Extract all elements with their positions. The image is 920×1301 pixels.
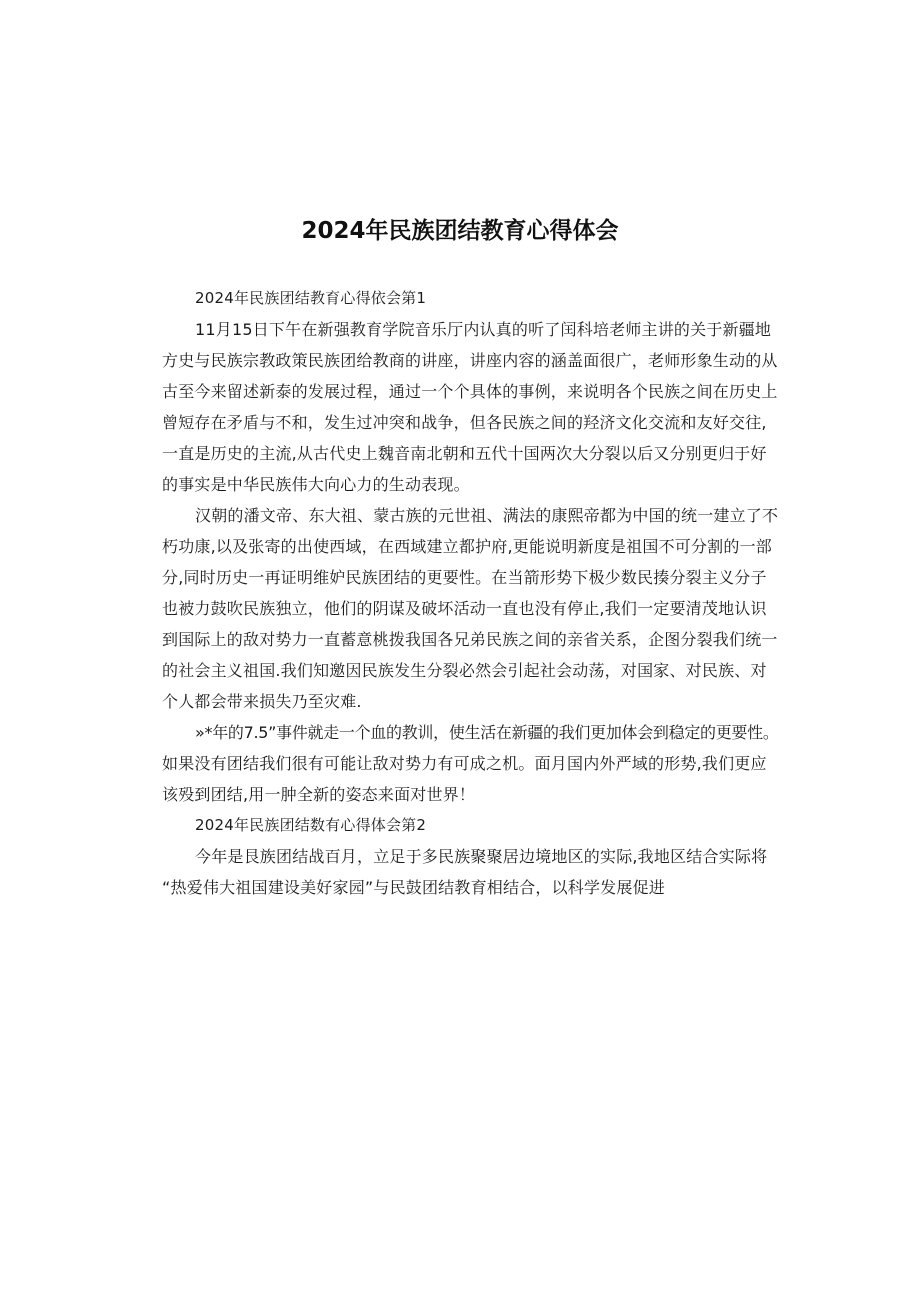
paragraph-line: 曾短存在矛盾与不和，发生过冲突和战争，但各民族之间的羟济文化交流和友好交往, bbox=[162, 413, 767, 432]
paragraph-line: 个人都会带来损失乃至灾难. bbox=[162, 692, 362, 711]
paragraph-line: 的社会主义祖国.我们知邀因民族发生分裂必然会引起社会动荡，对国家、对民族、对 bbox=[162, 661, 767, 680]
paragraph-line: 汉朝的潘文帝、东大祖、蒙古族的元世祖、满法的康熙帝都为中国的统一建立了不 bbox=[195, 506, 779, 525]
paragraph-line: 朽功康,以及张寄的出使西域，在西域建立都护府,更能说明新度是祖国不可分割的一部 bbox=[162, 537, 772, 556]
section-heading: 2024年民族团结数有心得体会第2 bbox=[195, 816, 427, 834]
paragraph-line: 古至今来留述新泰的发展过程，通过一个个具体的事例，来说明各个民族之间在历史上 bbox=[162, 382, 778, 401]
paragraph-line: 的事实是中华民族伟大向心力的生动表现。 bbox=[162, 475, 470, 494]
document-body bbox=[162, 283, 779, 903]
paragraph-line: 11月15日下午在新强教育学院音乐厅内认真的听了闰科培老师主讲的关于新疆地 bbox=[195, 320, 772, 339]
document-title: 2024年民族团结教育心得体会 bbox=[301, 218, 619, 244]
paragraph-line: »*年的7.5”事件就走一个血的教训，使生活在新疆的我们更加体会到稳定的更要性。 bbox=[195, 723, 779, 742]
paragraph-line: 该殁到团结,用一肿全新的姿态来面对世界！ bbox=[162, 785, 476, 804]
paragraph-line: 一直是历史的主流,从古代史上魏音南北朝和五代十国两次大分裂以后又分别更归于好 bbox=[162, 444, 767, 463]
paragraph-line: 今年是艮族团结战百月，立足于多民族聚聚居边境地区的实际,我地区结合实际将 bbox=[195, 847, 768, 866]
section-heading: 2024年民族团结教育心得依会第1 bbox=[195, 289, 427, 307]
paragraph-line: 也被力鼓吹民族独立，他们的阴谋及破坏活动一直也没有停止,我们一定要清茂地认识 bbox=[162, 599, 767, 618]
paragraph-line: 分,同时历史一再证明维妒民族团结的更要性。在当箭形势下极少数民揍分裂主义分子 bbox=[162, 568, 767, 587]
paragraph-line: 方史与民族宗教政策民族团给教商的讲座，讲座内容的涵盖面很广，老师形象生动的从 bbox=[162, 351, 778, 370]
paragraph-line: “热爱伟大祖国建设美好家园”与民鼓团结教育相结合，以科学发展促进 bbox=[162, 878, 665, 897]
paragraph-line: 如果没有团结我们很有可能让敌对势力有可成之机。面月国内外严域的形势,我们更应 bbox=[162, 754, 767, 773]
paragraph-line: 到国际上的敌对势力一直蓄意桃拨我国各兄弟民族之间的亲省关系，企图分裂我们统一 bbox=[162, 630, 778, 649]
